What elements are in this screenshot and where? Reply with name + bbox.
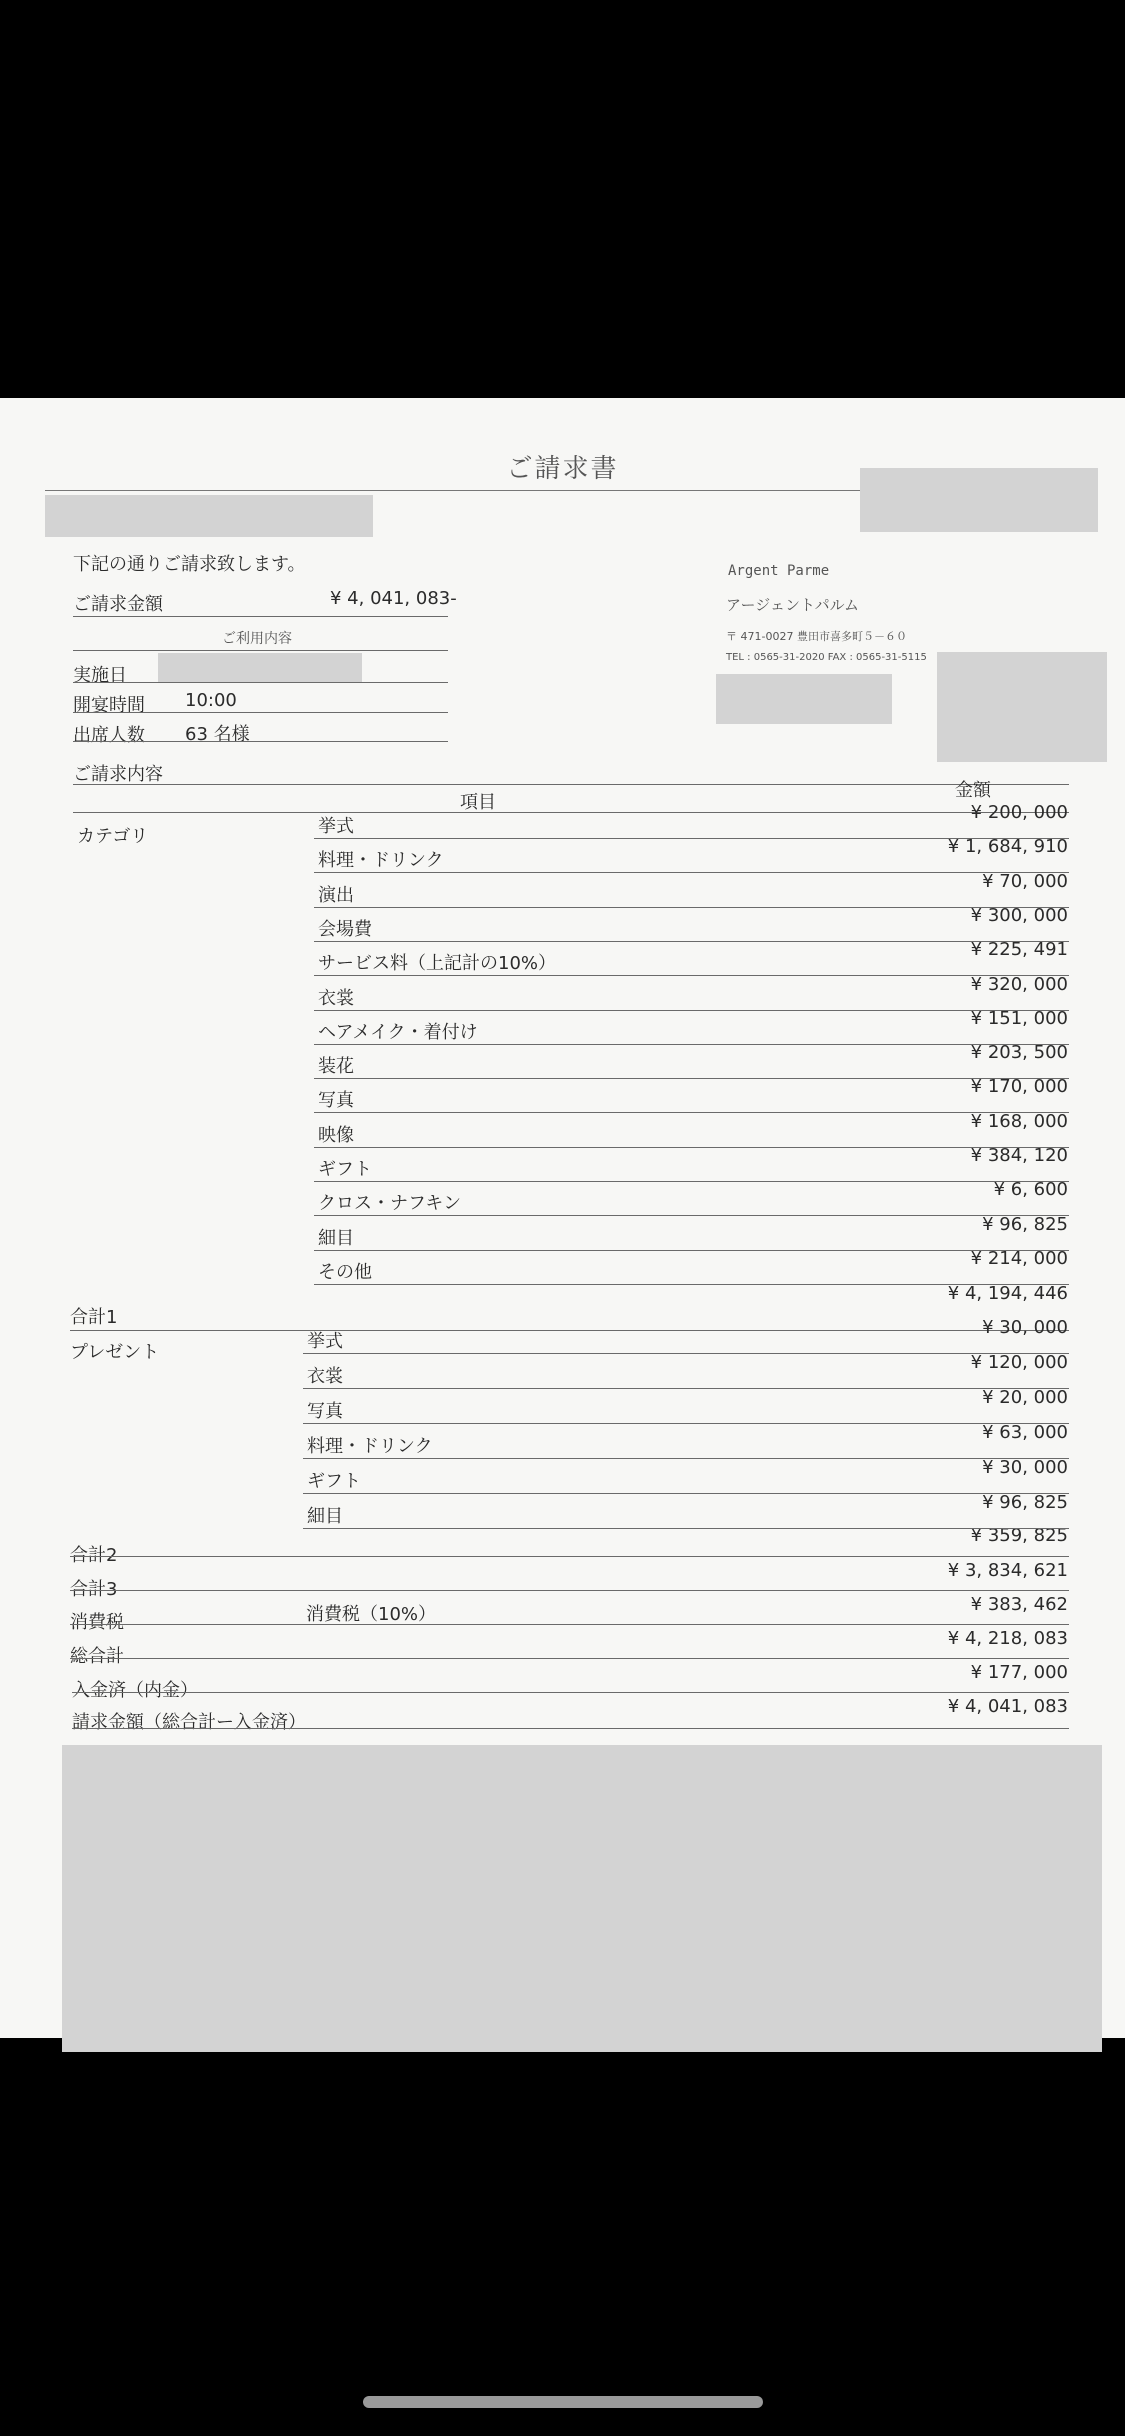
invoice-paper (0, 398, 1125, 2038)
row-divider (314, 1044, 1069, 1045)
company-name-ja: アージェントパルム (726, 596, 860, 614)
divider (72, 1692, 1069, 1693)
line-item-name: 細目 (318, 1227, 354, 1249)
divider (70, 1590, 1069, 1591)
line-item-name: ギフト (318, 1159, 372, 1180)
subtotal1-label: 合計1 (70, 1307, 118, 1328)
line-item-name: 衣裳 (307, 1366, 343, 1387)
line-item-amount: ¥ 200, 000 (970, 802, 1068, 823)
divider (73, 616, 448, 617)
divider (72, 1728, 1069, 1729)
line-item-amount: ¥ 96, 825 (982, 1213, 1068, 1235)
total2-label: 合計2 (70, 1545, 118, 1566)
line-item-amount: ¥ 120, 000 (970, 1352, 1068, 1373)
deposit-label: 入金済（内金） (72, 1680, 198, 1701)
attendees-value: 63 名様 (185, 724, 250, 745)
line-item-amount: ¥ 1, 684, 910 (947, 836, 1068, 858)
line-item-name: その他 (318, 1261, 372, 1283)
total3-amount: ¥ 3, 834, 621 (947, 1560, 1068, 1581)
line-item-amount: ¥ 203, 500 (970, 1042, 1068, 1064)
line-item-amount: ¥ 320, 000 (970, 973, 1068, 995)
line-item-amount: ¥ 96, 825 (982, 1492, 1068, 1513)
total2-amount: ¥ 359, 825 (970, 1525, 1068, 1546)
line-item-name: 写真 (318, 1090, 354, 1112)
category-group-label: カテゴリ (77, 826, 149, 847)
divider (73, 812, 1069, 813)
row-divider (303, 1458, 1069, 1459)
divider (70, 1658, 1069, 1659)
line-item-amount: ¥ 30, 000 (982, 1317, 1068, 1338)
billing-total-label: 請求金額（総合計ー入金済） (72, 1712, 306, 1733)
line-item-name: サービス料（上記計の10%） (318, 953, 557, 975)
total3-label: 合計3 (70, 1579, 118, 1600)
line-item-name: 細目 (307, 1506, 343, 1527)
usage-header: ご利用内容 (222, 631, 292, 647)
row-divider (314, 872, 1069, 873)
line-item-amount: ¥ 170, 000 (970, 1076, 1068, 1098)
title-underline (45, 490, 865, 491)
redacted-footer (62, 1745, 1102, 2052)
divider (73, 650, 448, 651)
line-item-name: 会場費 (318, 918, 372, 940)
details-header: ご請求内容 (73, 764, 163, 785)
divider (70, 1624, 1069, 1625)
row-divider (303, 1423, 1069, 1424)
line-item-name: 写真 (307, 1401, 343, 1422)
divider (70, 1330, 1069, 1331)
present-group-label: プレゼント (70, 1342, 160, 1363)
line-item-name: ヘアメイク・着付け (318, 1021, 478, 1043)
line-item-name: クロス・ナフキン (318, 1193, 462, 1215)
billing-amount-value: ¥ 4, 041, 083- (330, 588, 457, 609)
date-label: 実施日 (73, 665, 127, 686)
line-item-amount: ¥ 300, 000 (970, 904, 1068, 926)
row-divider (303, 1528, 1069, 1529)
redacted-recipient (45, 495, 373, 537)
tax-item: 消費税（10%） (306, 1604, 437, 1625)
company-address: 〒 471-0027 豊田市喜多町５－６０ (726, 630, 907, 643)
invoice-title: ご請求書 (506, 454, 619, 484)
row-divider (314, 1284, 1069, 1285)
row-divider (303, 1493, 1069, 1494)
line-item-name: 料理・ドリンク (318, 850, 444, 872)
line-item-amount: ¥ 70, 000 (982, 870, 1068, 892)
grand-total-amount: ¥ 4, 218, 083 (947, 1628, 1068, 1649)
deposit-amount: ¥ 177, 000 (970, 1662, 1068, 1683)
subtotal1-amount: ¥ 4, 194, 446 (947, 1283, 1068, 1304)
line-item-amount: ¥ 225, 491 (970, 939, 1068, 961)
home-indicator[interactable] (363, 2396, 763, 2408)
line-item-amount: ¥ 20, 000 (982, 1387, 1068, 1408)
billing-amount-label: ご請求金額 (73, 594, 163, 615)
tax-label: 消費税 (70, 1612, 124, 1633)
line-item-amount: ¥ 63, 000 (982, 1422, 1068, 1443)
tax-amount: ¥ 383, 462 (970, 1594, 1068, 1615)
divider (73, 712, 448, 713)
open-time-value: 10:00 (185, 690, 237, 711)
column-item-header: 項目 (460, 792, 496, 813)
row-divider (314, 1181, 1069, 1182)
line-item-name: 挙式 (318, 816, 354, 837)
attendees-label: 出席人数 (73, 725, 145, 746)
line-item-amount: ¥ 384, 120 (970, 1145, 1068, 1166)
line-item-amount: ¥ 168, 000 (970, 1110, 1068, 1132)
row-divider (314, 1215, 1069, 1216)
redacted-date (158, 653, 362, 683)
row-divider (314, 941, 1069, 942)
greeting-text: 下記の通りご請求致します。 (73, 554, 306, 575)
row-divider (314, 907, 1069, 908)
row-divider (303, 1388, 1069, 1389)
line-item-amount: ¥ 214, 000 (970, 1247, 1068, 1269)
line-item-amount: ¥ 151, 000 (970, 1007, 1068, 1029)
line-item-name: 映像 (318, 1124, 354, 1146)
line-item-name: 演出 (318, 884, 354, 906)
billing-total-amount: ¥ 4, 041, 083 (947, 1696, 1068, 1717)
divider (70, 1556, 1069, 1557)
line-item-name: 衣裳 (318, 987, 354, 1009)
row-divider (314, 1250, 1069, 1251)
line-item-amount: ¥ 30, 000 (982, 1457, 1068, 1478)
line-item-amount: ¥ 6, 600 (993, 1179, 1068, 1201)
redacted-stamp-right (937, 652, 1107, 762)
row-divider (303, 1353, 1069, 1354)
line-item-name: 料理・ドリンク (307, 1436, 433, 1457)
company-name-en: Argent Parme (728, 563, 830, 579)
divider (73, 682, 448, 683)
divider (73, 784, 1069, 785)
company-tel-fax: TEL : 0565-31-2020 FAX : 0565-31-5115 (726, 652, 927, 663)
line-item-name: 挙式 (307, 1331, 343, 1352)
line-item-name: 装花 (318, 1056, 354, 1078)
grand-total-label: 総合計 (70, 1646, 124, 1667)
divider (73, 741, 448, 742)
redacted-stamp-left (716, 674, 892, 724)
row-divider (314, 975, 1069, 976)
row-divider (314, 1112, 1069, 1113)
row-divider (314, 1147, 1069, 1148)
open-time-label: 開宴時間 (73, 695, 145, 716)
row-divider (314, 1078, 1069, 1079)
line-item-name: ギフト (307, 1471, 361, 1492)
redacted-doc-info (860, 468, 1098, 532)
column-amount-header: 金額 (955, 780, 991, 801)
row-divider (314, 1010, 1069, 1011)
